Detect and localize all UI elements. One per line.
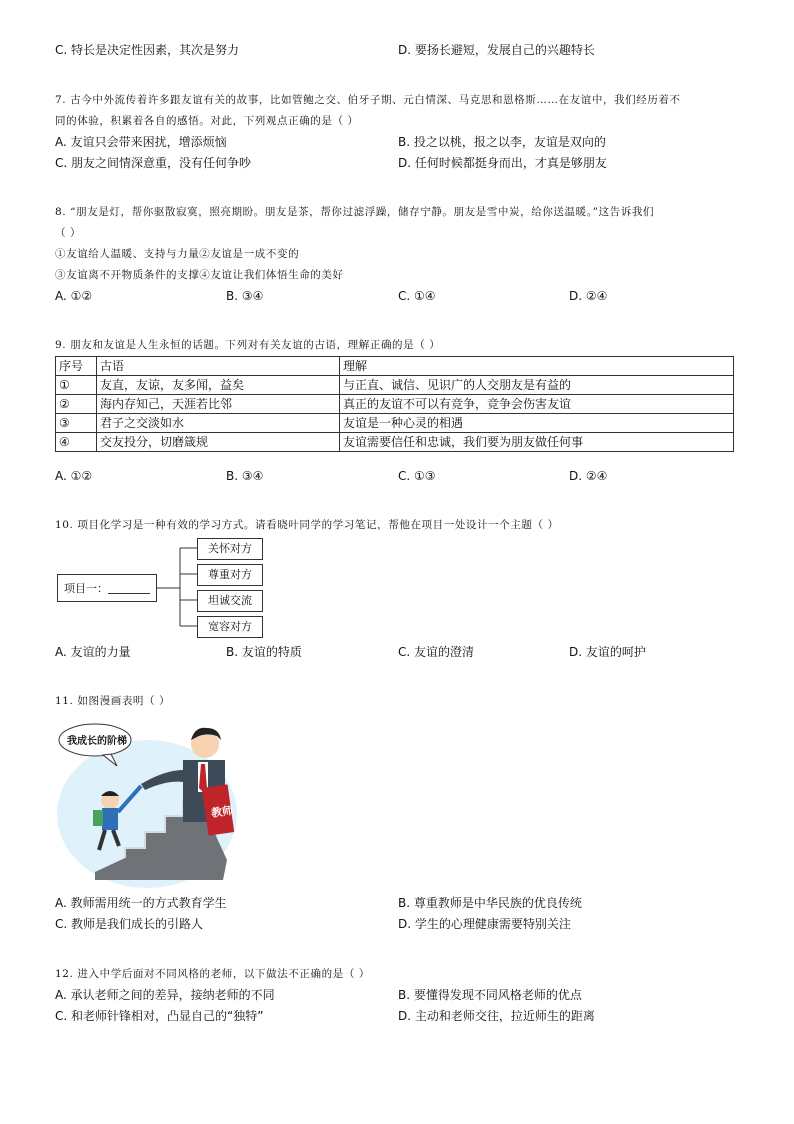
table-cell: 友谊是一种心灵的相遇 bbox=[340, 414, 734, 433]
table-cell: ④ bbox=[56, 433, 97, 452]
table-header-cell: 序号 bbox=[56, 357, 97, 376]
q12-stem: 12. 进入中学后面对不同风格的老师，以下做法不正确的是（ ） bbox=[55, 968, 370, 980]
table-row bbox=[56, 414, 734, 433]
table-header-cell: 理解 bbox=[340, 357, 734, 376]
table-cell: ② bbox=[56, 395, 97, 414]
q7-option-b[interactable]: B. 投之以桃，报之以李，友谊是双向的 bbox=[398, 135, 606, 149]
table-row bbox=[56, 433, 734, 452]
q8-option-b[interactable]: B. ③④ bbox=[226, 289, 264, 303]
table-cell: ③ bbox=[56, 414, 97, 433]
q12-option-a[interactable]: A. 承认老师之间的差异，接纳老师的不同 bbox=[55, 988, 275, 1002]
table-row bbox=[56, 395, 734, 414]
blank-line bbox=[108, 579, 150, 594]
q11-option-d[interactable]: D. 学生的心理健康需要特别关注 bbox=[398, 917, 571, 931]
q11-cartoon bbox=[55, 720, 241, 892]
q10-option-d[interactable]: D. 友谊的呵护 bbox=[569, 645, 646, 659]
q8-option-a[interactable]: A. ①② bbox=[55, 289, 93, 303]
q7-stem-line1: 7. 古今中外流传着许多跟友谊有关的故事，比如管鲍之交、伯牙子期、元白情深、马克思和恩格斯……在友谊中，我们经历着不 bbox=[55, 94, 681, 106]
cartoon-illustration bbox=[55, 720, 241, 892]
table-cell: 友谊需要信任和忠诚，我们要为朋友做任何事 bbox=[340, 433, 734, 452]
q9-option-b[interactable]: B. ③④ bbox=[226, 469, 264, 483]
table-cell: 真正的友谊不可以有竞争，竞争会伤害友谊 bbox=[340, 395, 734, 414]
q6-option-c[interactable]: C. 特长是决定性因素，其次是努力 bbox=[55, 43, 240, 57]
q10-mind-map bbox=[55, 537, 275, 637]
q7-option-d[interactable]: D. 任何时候都挺身而出，才真是够朋友 bbox=[398, 156, 607, 170]
mind-map-root-label: 项目一： bbox=[64, 582, 108, 595]
table-row bbox=[56, 376, 734, 395]
q8-option-c[interactable]: C. ①④ bbox=[398, 289, 436, 303]
q12-option-b[interactable]: B. 要懂得发现不同风格老师的优点 bbox=[398, 988, 582, 1002]
q9-option-a[interactable]: A. ①② bbox=[55, 469, 93, 483]
q8-items-line2: ③友谊离不开物质条件的支撑④友谊让我们体悟生命的美好 bbox=[55, 269, 344, 281]
table-cell: 与正直、诚信、见识广的人交朋友是有益的 bbox=[340, 376, 734, 395]
cartoon-book-text: 教师 bbox=[210, 803, 235, 820]
q8-items-line1: ①友谊给人温暖、支持与力量②友谊是一成不变的 bbox=[55, 248, 300, 260]
table-cell: 交友投分，切磨箴规 bbox=[97, 433, 340, 452]
table-cell: 海内存知己，天涯若比邻 bbox=[97, 395, 340, 414]
cartoon-speech-bubble: 我成长的阶梯 bbox=[67, 736, 127, 747]
q7-option-c[interactable]: C. 朋友之间情深意重，没有任何争吵 bbox=[55, 156, 252, 170]
mind-map-node: 尊重对方 bbox=[197, 564, 263, 586]
q8-option-d[interactable]: D. ②④ bbox=[569, 289, 608, 303]
q10-option-b[interactable]: B. 友谊的特质 bbox=[226, 645, 302, 659]
q11-option-c[interactable]: C. 教师是我们成长的引路人 bbox=[55, 917, 204, 931]
q8-stem-line2: （ ） bbox=[55, 227, 82, 239]
q6-option-d[interactable]: D. 要扬长避短，发展自己的兴趣特长 bbox=[398, 43, 595, 57]
q8-stem-line1: 8. “朋友是灯，帮你驱散寂寞，照亮期盼。朋友是茶，帮你过滤浮躁，储存宁静。朋友是雪中炭，给你送温暖。”这告诉我们 bbox=[55, 206, 655, 218]
mind-map-root bbox=[57, 574, 157, 602]
q9-table bbox=[55, 356, 734, 452]
table-cell: ① bbox=[56, 376, 97, 395]
q11-option-a[interactable]: A. 教师需用统一的方式教育学生 bbox=[55, 896, 227, 910]
q7-stem-line2: 同的体验，积累着各自的感悟。对此，下列观点正确的是（ ） bbox=[55, 115, 359, 127]
q11-option-b[interactable]: B. 尊重教师是中华民族的优良传统 bbox=[398, 896, 582, 910]
q7-option-a[interactable]: A. 友谊只会带来困扰，增添烦恼 bbox=[55, 135, 227, 149]
mind-map-node: 关怀对方 bbox=[197, 538, 263, 560]
q11-stem: 11. 如图漫画表明（ ） bbox=[55, 695, 171, 707]
mind-map-node: 坦诚交流 bbox=[197, 590, 263, 612]
q12-option-d[interactable]: D. 主动和老师交往，拉近师生的距离 bbox=[398, 1009, 595, 1023]
table-cell: 友直，友谅，友多闻，益矣 bbox=[97, 376, 340, 395]
table-header-row bbox=[56, 357, 734, 376]
table-header-cell: 古语 bbox=[97, 357, 340, 376]
q12-option-c[interactable]: C. 和老师针锋相对，凸显自己的“独特” bbox=[55, 1009, 264, 1023]
q9-option-d[interactable]: D. ②④ bbox=[569, 469, 608, 483]
q10-stem: 10. 项目化学习是一种有效的学习方式。请看晓叶同学的学习笔记，帮他在项目一处设计一个主题（ ） bbox=[55, 519, 559, 531]
q10-option-a[interactable]: A. 友谊的力量 bbox=[55, 645, 131, 659]
q9-option-c[interactable]: C. ①③ bbox=[398, 469, 436, 483]
table-cell: 君子之交淡如水 bbox=[97, 414, 340, 433]
q9-stem: 9. 朋友和友谊是人生永恒的话题。下列对有关友谊的古语，理解正确的是（ ） bbox=[55, 339, 441, 351]
mind-map-node: 宽容对方 bbox=[197, 616, 263, 638]
q10-option-c[interactable]: C. 友谊的澄清 bbox=[398, 645, 475, 659]
